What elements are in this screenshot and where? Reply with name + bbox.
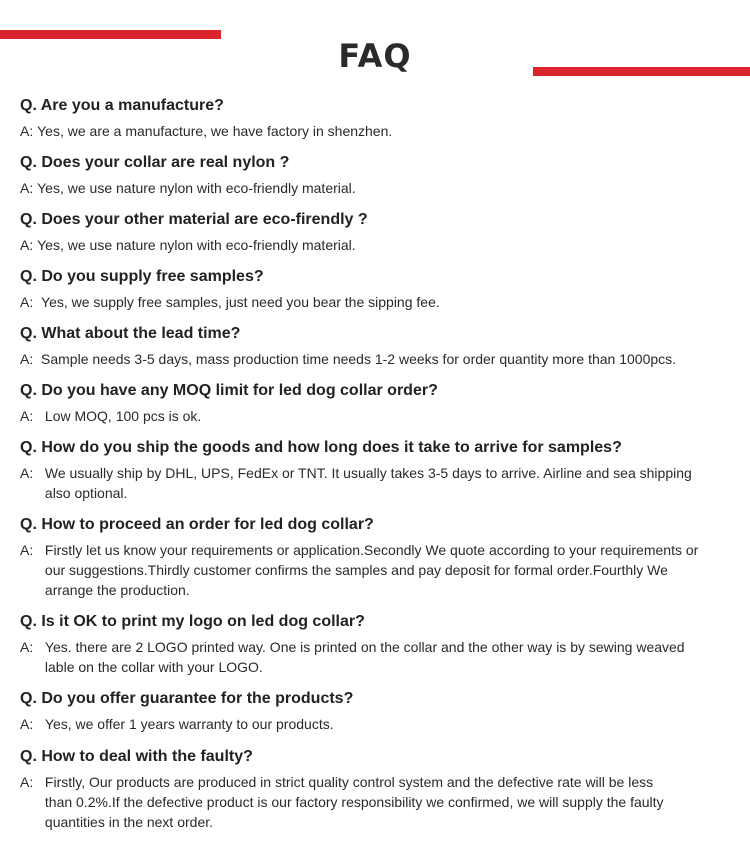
faq-question: Q. What about the lead time? <box>20 325 241 342</box>
faq-question: Q. Do you offer guarantee for the products? <box>20 690 354 707</box>
answer-prefix: A: <box>20 294 42 310</box>
faq-item <box>20 514 720 600</box>
faq-question: Q. Do you have any MOQ limit for led dog collar order? <box>20 382 438 399</box>
answer-text: Firstly let us know your requirements or application.Secondly We quote according to your requirements or our suggestions.Thirdly customer confirms the samples and pay deposit for formal order.Fourthly We arrange the production. <box>44 542 699 598</box>
faq-item <box>20 266 720 312</box>
answer-prefix: A: <box>20 237 38 253</box>
answer-text: Yes. there are 2 LOGO printed way. One is printed on the collar and the other way is by sewing weaved lable on the collar with your LOGO. <box>44 639 685 675</box>
faq-item <box>20 380 720 426</box>
faq-question: Q. How do you ship the goods and how long does it take to arrive for samples? <box>20 439 622 456</box>
answer-prefix: A: <box>20 180 38 196</box>
answer-text: Sample needs 3-5 days, mass production time needs 1-2 weeks for order quantity more than 1000pcs. <box>41 351 677 367</box>
faq-answer <box>20 714 720 734</box>
answer-prefix: A: <box>20 542 45 558</box>
answer-text: Yes, we are a manufacture, we have factory in shenzhen. <box>37 123 393 139</box>
answer-prefix: A: <box>20 123 38 139</box>
faq-question: Q. How to proceed an order for led dog collar? <box>20 516 374 533</box>
faq-answer <box>20 772 720 832</box>
answer-prefix: A: <box>20 465 45 481</box>
faq-item <box>20 611 720 677</box>
faq-item <box>20 95 720 141</box>
answer-text: We usually ship by DHL, UPS, FedEx or TNT. It usually takes 3-5 days to arrive. Airline and sea shipping also optional. <box>44 465 692 501</box>
faq-item <box>20 746 720 832</box>
faq-item <box>20 323 720 369</box>
faq-question: Q. Are you a manufacture? <box>20 97 224 114</box>
answer-text: Yes, we use nature nylon with eco-friendly material. <box>37 180 356 196</box>
faq-question: Q. Is it OK to print my logo on led dog collar? <box>20 613 365 630</box>
faq-question: Q. Does your other material are eco-firendly ? <box>20 211 368 228</box>
faq-answer <box>20 349 720 369</box>
answer-prefix: A: <box>20 774 45 790</box>
faq-question: Q. Do you supply free samples? <box>20 268 264 285</box>
faq-answer <box>20 540 720 600</box>
faq-question: Q. Does your collar are real nylon ? <box>20 154 290 171</box>
faq-answer <box>20 178 720 198</box>
faq-item <box>20 688 720 734</box>
page-title: FAQ <box>338 37 412 75</box>
faq-question: Q. How to deal with the faulty? <box>20 748 253 765</box>
faq-answer <box>20 121 720 141</box>
answer-text: Firstly, Our products are produced in strict quality control system and the defective rate will be less than 0.2%.If the defective product is our factory responsibility we confirmed, we will supply the faulty quantities in the next order. <box>44 774 664 830</box>
faq-answer <box>20 463 720 503</box>
answer-text: Yes, we supply free samples, just need you bear the sipping fee. <box>41 294 440 310</box>
answer-text: Yes, we use nature nylon with eco-friendly material. <box>37 237 356 253</box>
faq-answer <box>20 406 720 426</box>
faq-answer <box>20 637 720 677</box>
faq-item <box>20 437 720 503</box>
answer-prefix: A: <box>20 639 45 655</box>
answer-text: Low MOQ, 100 pcs is ok. <box>44 408 202 424</box>
answer-prefix: A: <box>20 351 42 367</box>
faq-item <box>20 209 720 255</box>
answer-prefix: A: <box>20 716 45 732</box>
answer-prefix: A: <box>20 408 45 424</box>
faq-answer <box>20 292 720 312</box>
answer-text: Yes, we offer 1 years warranty to our products. <box>44 716 334 732</box>
faq-item <box>20 152 720 198</box>
faq-answer <box>20 235 720 255</box>
